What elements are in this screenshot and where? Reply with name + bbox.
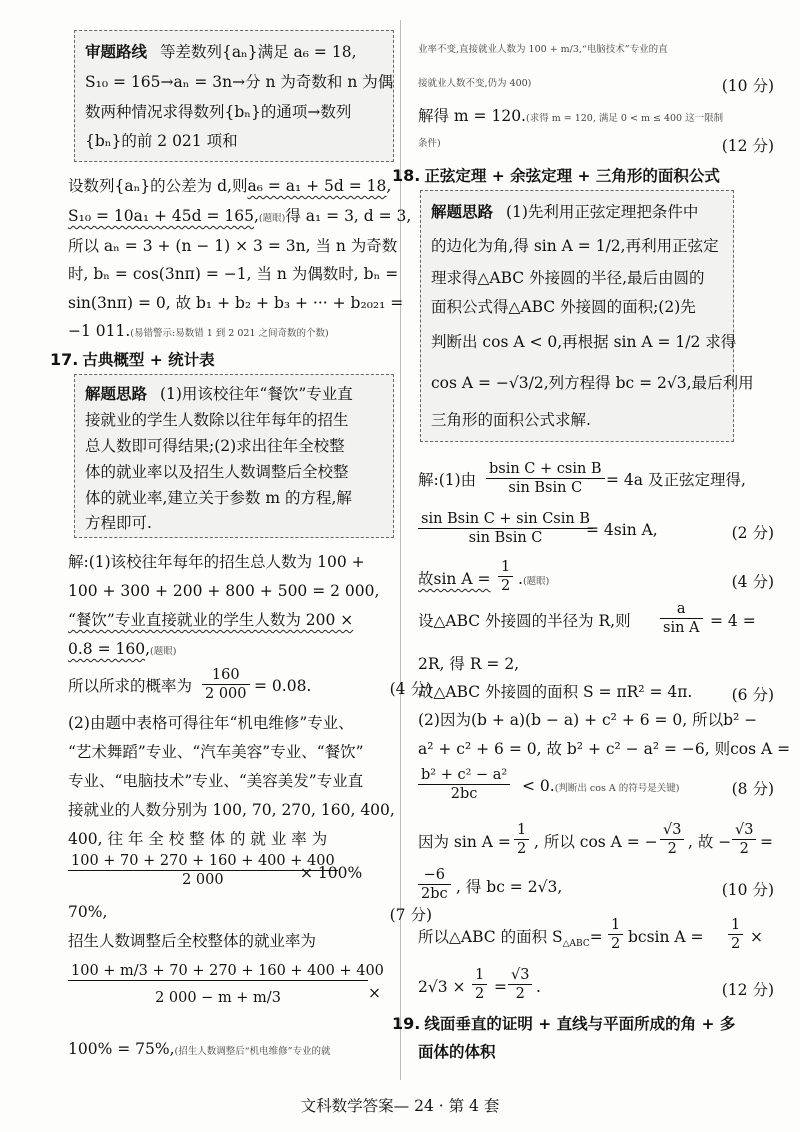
solution-line: (2)因为(b + a)(b − a) + c² + 6 = 0, 所以b² − [418, 711, 758, 729]
solution-line: 时, bₙ = cos(3nπ) = −1, 当 n 为偶数时, bₙ = [68, 265, 399, 283]
fraction: $\frac{-6}{2bc}$ [418, 866, 451, 903]
section-heading-17 [50, 348, 215, 370]
fraction: $\frac{1}{2}$ [608, 916, 623, 953]
solution-line: 解得 m = 120.(求得 m = 120, 满足 0 < m ≤ 400 这一限制 [418, 107, 724, 125]
score-mark: (4 分) [389, 680, 432, 698]
section-title: 线面垂直的证明 + 直线与平面所成的角 + 多 [424, 1015, 736, 1033]
box-line: (1)先利用正弦定理把条件中 [505, 203, 699, 221]
box-line: 三角形的面积公式求解. [431, 411, 591, 429]
section-number: 19. [392, 1014, 421, 1033]
box-line: 接就业的学生人数除以往年每年的招生 [85, 411, 349, 429]
section-title: 古典概型 + 统计表 [82, 351, 215, 369]
solution-line: 所以所求的概率为 [68, 677, 193, 695]
solution-line: = [760, 833, 773, 851]
box-line: 等差数列{aₙ}满足 a₆ = 18, [159, 43, 357, 61]
solution-line: 100 + 300 + 200 + 800 + 500 = 2 000, [68, 582, 380, 600]
page-footer: 文科数学答案— 24 · 第 4 套 [300, 1097, 500, 1115]
solution-line: 故sin A = [418, 570, 491, 588]
box-line: {bₙ}的前 2 021 项和 [85, 132, 238, 150]
solution-line: “艺术舞蹈”专业、“汽车美容”专业、“餐饮” [68, 743, 364, 761]
box-line: 体的就业率以及招生人数调整后全校整 [85, 463, 349, 481]
fraction: $\frac{100 + m/3 + 70 + 270 + 160 + 400 + 400}{2 000 - m + m/3}$ [68, 962, 368, 1007]
box-line: 面积公式得△ABC 外接圆的面积;(2)先 [431, 298, 696, 316]
solution-line: 所以 aₙ = 3 + (n − 1) × 3 = 3n, 当 n 为奇数 [68, 237, 398, 255]
solution-line: bcsin A = [628, 928, 704, 946]
section-heading-18 [392, 164, 720, 186]
section-title-continued: 面体的体积 [418, 1043, 496, 1061]
fraction: $\frac{1}{2}$ [498, 558, 513, 595]
fraction: $\frac{100 + 70 + 270 + 160 + 400 + 400}{2 000}$ [68, 852, 338, 889]
solution-line: 因为 sin A = [418, 833, 511, 851]
fraction: $\frac{a}{\text{sin A}}$ [660, 600, 703, 637]
key-point: a₆ = a₁ + 5d = 18 [247, 177, 387, 195]
solution-line: , 所以 cos A = − [534, 833, 658, 851]
solution-line: 故△ABC 外接圆的面积 S = πR² = 4π. [418, 683, 693, 701]
solution-line: 400, 往 年 全 校 整 体 的 就 业 率 为 [68, 830, 328, 848]
solution-line: . [536, 978, 541, 996]
fraction: $\frac{\text{b² + c² − a²}}{2bc}$ [418, 766, 510, 803]
annotation: 条件) [418, 138, 441, 149]
annotation: (招生人数调整后“机电维修”专业的就 [174, 1046, 331, 1057]
solution-line: 解:(1)该校往年每年的招生总人数为 100 + [68, 553, 365, 571]
box-line: (1)用该校往年“餐饮”专业直 [159, 385, 353, 403]
solution-line: , 得 bc = 2√3, [456, 878, 563, 896]
box-line: 总人数即可得结果;(2)求出往年全校整 [85, 437, 345, 455]
solution-line: = 4 = [710, 612, 756, 630]
solution-line: .(题眼) [518, 570, 550, 588]
fraction: $\frac{\text{sin Bsin C + sin Csin B}}{\text{sin Bsin C}}$ [418, 510, 593, 547]
box-line: 的边化为角,得 sin A = 1/2,再利用正弦定 [431, 237, 719, 255]
solution-line: < 0.(判断出 cos A 的符号是关键) [522, 777, 680, 795]
solution-line: = [494, 978, 507, 996]
solution-line: × 100% [300, 864, 363, 882]
solution-line: (2)由题中表格可得往年“机电维修”专业、 [68, 714, 354, 732]
annotation: 接就业人数不变,仍为 400) [418, 78, 532, 89]
solution-line: a² + c² + 6 = 0, 故 b² + c² − a² = −6, 则cos A = [418, 740, 791, 758]
solution-line: 接就业的人数分别为 100, 70, 270, 160, 400, [68, 801, 395, 819]
solution-line: 专业、“电脑技术”专业、“美容美发”专业直 [68, 772, 364, 790]
fraction: $\frac{1}{2}$ [514, 821, 529, 858]
section-title: 正弦定理 + 余弦定理 + 三角形的面积公式 [424, 167, 720, 185]
fraction: $\frac{√3}{2}$ [732, 821, 756, 858]
solution-line: 70%, [68, 903, 108, 921]
solution-line: −1 011.(易错警示:易数错 1 到 2 021 之间奇数的个数) [68, 322, 329, 340]
box-line: cos A = −√3/2,列方程得 bc = 2√3,最后利用 [431, 374, 754, 392]
box-line: 判断出 cos A < 0,再根据 sin A = 1/2 求得 [431, 333, 737, 351]
score-mark: (2 分) [731, 524, 774, 542]
box-line: 方程即可. [85, 514, 152, 532]
solution-line: = 4a 及正弦定理得, [606, 471, 746, 489]
key-point: “餐饮”专业直接就业的学生人数为 200 × [68, 611, 354, 629]
annotation: 业率不变,直接就业人数为 100 + m/3,“电脑技术”专业的直 [418, 44, 668, 55]
solution-line: 设数列{aₙ}的公差为 d,则a₆ = a₁ + 5d = 18, [68, 177, 392, 195]
solution-line: = 0.08. [254, 677, 312, 695]
score-mark: (8 分) [731, 780, 774, 798]
box-line: 体的就业率,建立关于参数 m 的方程,解 [85, 489, 352, 507]
annotation: (易错警示:易数错 1 到 2 021 之间奇数的个数) [130, 328, 329, 339]
score-mark: (10 分) [721, 77, 774, 95]
score-mark: (12 分) [721, 981, 774, 999]
key-point: S₁₀ = 10a₁ + 45d = 165 [68, 207, 254, 225]
solution-idea-box [74, 374, 394, 538]
annotation: (题眼) [150, 646, 177, 657]
annotation: (判断出 cos A 的符号是关键) [554, 783, 680, 794]
key-point: 0.8 = 160 [68, 640, 146, 658]
score-mark: (10 分) [721, 881, 774, 899]
fraction: $\frac{√3}{2}$ [660, 821, 684, 858]
solution-line: × [368, 984, 381, 1002]
box-line: 数两种情况求得数列{bₙ}的通项→数列 [85, 103, 352, 121]
solution-line: 设△ABC 外接圆的半径为 R,则 [418, 612, 631, 630]
section-heading-19 [392, 1012, 735, 1034]
solution-line [68, 611, 353, 630]
score-mark: (7 分) [389, 906, 432, 924]
box-line: 理求得△ABC 外接圆的半径,最后由圆的 [431, 269, 705, 287]
review-route-box [74, 30, 394, 162]
solution-line: , 故 − [688, 833, 732, 851]
score-mark: (12 分) [721, 137, 774, 155]
solution-line: 100% = 75%,(招生人数调整后“机电维修”专业的就 [68, 1040, 331, 1058]
fraction: $\frac{\text{bsin C + csin B}}{\text{sin Bsin C}}$ [486, 460, 605, 497]
fraction: $\frac{1}{2}$ [728, 916, 743, 953]
solution-line: = 4sin A, [586, 521, 658, 539]
fraction: $\frac{√3}{2}$ [508, 966, 532, 1003]
section-number: 17. [50, 350, 79, 369]
annotation: (求得 m = 120, 满足 0 < m ≤ 400 这一限制 [525, 113, 724, 124]
box-title: 解题思路 [85, 385, 148, 403]
annotation: (题眼) [522, 576, 550, 587]
fraction: $\frac{160}{2 000}$ [202, 666, 250, 703]
solution-line: 解:(1)由 [418, 471, 477, 489]
section-number: 18. [392, 166, 421, 185]
solution-line: × [750, 928, 763, 946]
score-mark: (4 分) [731, 573, 774, 591]
solution-line: 2√3 × [418, 978, 466, 996]
fraction: $\frac{1}{2}$ [472, 966, 487, 1003]
solution-line: S₁₀ = 10a₁ + 45d = 165,(题眼)得 a₁ = 3, d = 3, [68, 207, 412, 225]
box-title: 解题思路 [431, 203, 494, 221]
solution-line: 0.8 = 160,(题眼) [68, 640, 177, 658]
solution-line: 招生人数调整后全校整体的就业率为 [68, 932, 317, 950]
solution-line: 2R, 得 R = 2, [418, 655, 520, 673]
annotation: (题眼) [258, 213, 286, 224]
score-mark: (6 分) [731, 686, 774, 704]
solution-line: 所以△ABC 的面积 $S_{\triangle ABC}=$ [418, 928, 603, 950]
box-line: S₁₀ = 165→aₙ = 3n→分 n 为奇数和 n 为偶 [85, 73, 394, 91]
box-title: 审题路线 [85, 43, 148, 61]
solution-line: sin(3nπ) = 0, 故 b₁ + b₂ + b₃ + ··· + b₂₀₂₁ = [68, 294, 404, 312]
solution-idea-box [420, 190, 754, 442]
